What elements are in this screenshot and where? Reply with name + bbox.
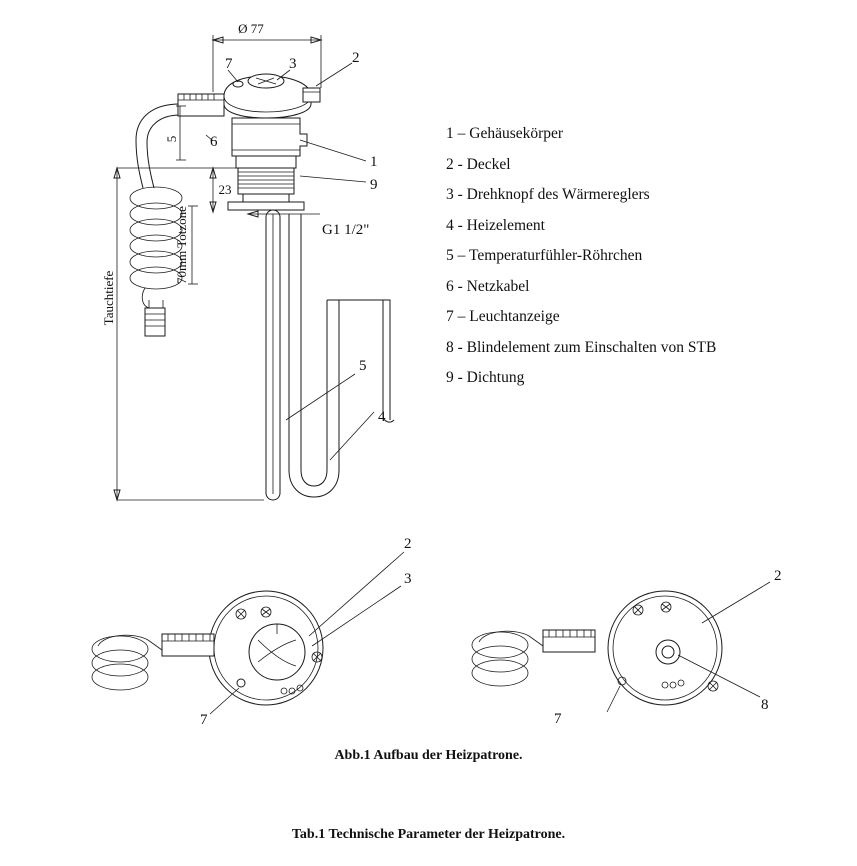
top-assembly-view (101, 21, 394, 500)
callout-top-3: 3 (289, 56, 297, 72)
dim-immersion-depth (114, 168, 264, 500)
legend-item-4: 4 - Heizelement (446, 216, 545, 234)
callout-bl-2: 2 (404, 536, 412, 552)
dim-23-text: 23 (218, 182, 232, 197)
legend-item-9: 9 - Dichtung (446, 369, 525, 386)
callout-bl-7: 7 (200, 712, 208, 728)
callout-top-7: 7 (225, 56, 233, 72)
cap-body (224, 74, 320, 118)
legend-item-5: 5 – Temperaturfühler-Röhrchen (446, 247, 643, 264)
heating-element (289, 214, 394, 497)
dim-deadzone-text: 70mm Totzone (174, 206, 189, 284)
dim-23 (210, 168, 216, 212)
legend-list (446, 126, 846, 401)
callout-top-4: 4 (378, 409, 386, 425)
legend-item-1: 1 – Gehäusekörper (446, 125, 564, 142)
dim-deadzone (188, 206, 198, 284)
dim-diameter-text: Ø 77 (238, 21, 264, 36)
housing-body (232, 118, 307, 168)
callout-top-5: 5 (359, 358, 367, 374)
dim-immersion-text: Tauchtiefe (101, 270, 116, 326)
thread-gasket (238, 168, 294, 202)
callout-br-8: 8 (761, 697, 769, 713)
legend-item-7: 7 – Leuchtanzeige (446, 308, 560, 325)
dim-5-text: 5 (164, 135, 179, 143)
callout-top-1: 1 (370, 154, 378, 170)
legend-item-3: 3 - Drehknopf des Wärmereglers (446, 186, 650, 203)
bottom-left-view (92, 536, 412, 728)
bottom-right-view (472, 568, 782, 727)
dim-thread-text: G1 1/2" (322, 222, 370, 238)
table-caption: Tab.1 Technische Parameter der Heizpatrone. (291, 827, 566, 842)
legend-item-8: 8 - Blindelement zum Einschalten von STB (446, 338, 717, 356)
legend-item-6: 6 - Netzkabel (446, 277, 530, 295)
callout-bl-3: 3 (404, 571, 412, 587)
callout-top-2: 2 (352, 50, 360, 66)
callout-br-7: 7 (554, 711, 562, 727)
figure-caption: Abb.1 Aufbau der Heizpatrone. (334, 748, 523, 763)
callout-top-6: 6 (210, 134, 218, 150)
callout-top-9: 9 (370, 177, 378, 193)
callout-br-2: 2 (774, 568, 782, 584)
flange-plate (228, 202, 304, 210)
sensor-tube (266, 210, 280, 500)
legend-item-2: 2 - Deckel (446, 155, 511, 173)
